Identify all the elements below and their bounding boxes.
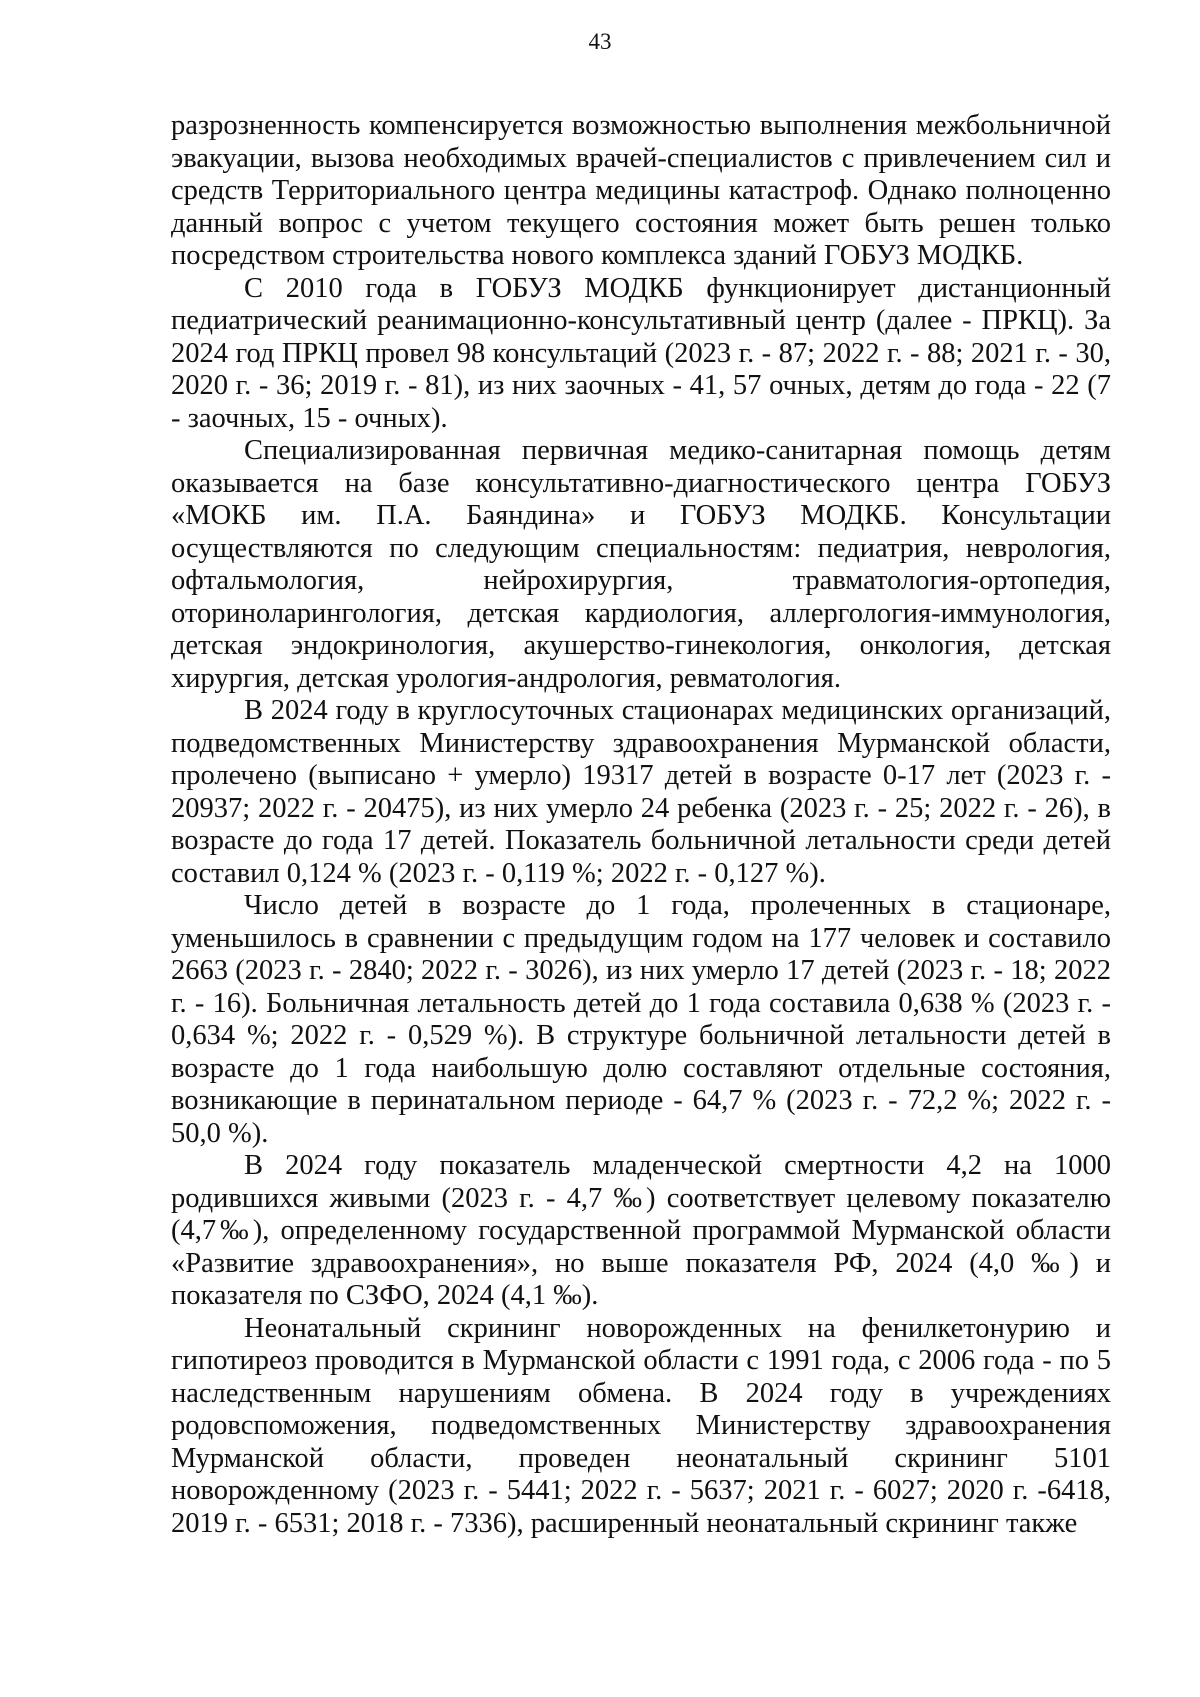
paragraph-specialized-care: Специализированная первичная медико-санитарная помощь детям оказывается на базе консультативно-диагностического центра ГОБУЗ «МОКБ им. П.А. Баяндина» и ГОБУЗ МОДКБ. Консультации осуществляются по следующим специальностям: педиатрия, неврология, офтальмология, нейрохирургия, травматология-ортопедия, оториноларингология, детская кардиология, аллергология-иммунология, детская эндокринология, акушерство-гинекология, онкология, детская хирургия, детская урология-андрология, ревматология. bbox=[171, 435, 1111, 694]
paragraph-neonatal-screening: Неонатальный скрининг новорожденных на фенилкетонурию и гипотиреоз проводится в Мурманской области с 1991 года, с 2006 года - по 5 наследственным нарушениям обмена. В 2024 году в учреждениях родовспоможения, подведомственных Министерству здравоохранения Мурманской области, проведен неонатальный скрининг 5101 новорожденному (2023 г. - 5441; 2022 г. - 5637; 2021 г. - 6027; 2020 г. -6418, 2019 г. - 6531; 2018 г. - 7336), расширенный неонатальный скрининг также bbox=[171, 1312, 1111, 1539]
page-number: 43 bbox=[588, 29, 612, 54]
paragraph-continuation: разрозненность компенсируется возможностью выполнения межбольничной эвакуации, вызова необходимых врачей-специалистов с привлечением сил и средств Территориального центра медицины катастроф. Однако полноценно данный вопрос с учетом текущего состояния может быть решен только посредством строительства нового комплекса зданий ГОБУЗ МОДКБ. bbox=[171, 110, 1111, 271]
paragraph-hospital-treatment: В 2024 году в круглосуточных стационарах медицинских организаций, подведомственных Министерству здравоохранения Мурманской области, пролечено (выписано + умерло) 19317 детей в возрасте 0-17 лет (2023 г. - 20937; 2022 г. - 20475), из них умерло 24 ребенка (2023 г. - 25; 2022 г. - 26), в возрасте до года 17 детей. Показатель больничной летальности среди детей составил 0,124 % (2023 г. - 0,119 %; 2022 г. - 0,127 %). bbox=[171, 695, 1111, 889]
document-body bbox=[171, 110, 1111, 1540]
paragraph-infant-mortality: В 2024 году показатель младенческой смертности 4,2 на 1000 родившихся живыми (2023 г. - 4,7 ‰) соответствует целевому показателю (4,7‰), определенному государственной программой Мурманской области «Развитие здравоохранения», но выше показателя РФ, 2024 (4,0 ‰) и показателя по СЗФО, 2024 (4,1 ‰). bbox=[171, 1150, 1111, 1311]
paragraph-prkc: С 2010 года в ГОБУЗ МОДКБ функционирует дистанционный педиатрический реанимационно-консультативный центр (далее - ПРКЦ). За 2024 год ПРКЦ провел 98 консультаций (2023 г. - 87; 2022 г. - 88; 2021 г. - 30, 2020 г. - 36; 2019 г. - 81), из них заочных - 41, 57 очных, детям до года - 22 (7 - заочных, 15 - очных). bbox=[171, 272, 1111, 434]
paragraph-infants-treatment: Число детей в возрасте до 1 года, пролеченных в стационаре, уменьшилось в сравнении с предыдущим годом на 177 человек и составило 2663 (2023 г. - 2840; 2022 г. - 3026), из них умерло 17 детей (2023 г. - 18; 2022 г. - 16). Больничная летальность детей до 1 года составила 0,638 % (2023 г. - 0,634 %; 2022 г. - 0,529 %). В структуре больничной летальности детей в возрасте до 1 года наибольшую долю составляют отдельные состояния, возникающие в перинатальном периоде - 64,7 % (2023 г. - 72,2 %; 2022 г. - 50,0 %). bbox=[171, 890, 1111, 1149]
